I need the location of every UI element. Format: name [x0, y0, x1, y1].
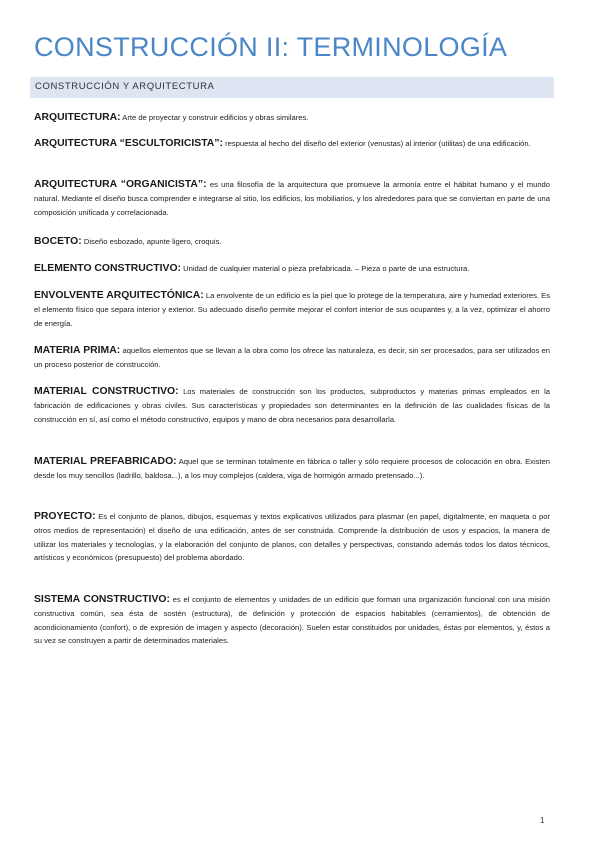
term-entry-boceto [34, 235, 550, 249]
term-definition: Unidad de cualquier material o pieza prefabricada. – Pieza o parte de una estructura. [183, 264, 470, 273]
term-entry-sistema-constructivo [34, 593, 550, 648]
term-entry-arquitectura-escultoricista [34, 137, 550, 151]
term-label: ARQUITECTURA “ESCULTORICISTA”: [34, 138, 223, 149]
term-label: ARQUITECTURA: [34, 112, 121, 123]
term-definition: Arte de proyectar y construir edificios y obras similares. [122, 113, 309, 122]
term-definition: es el conjunto de elementos y unidades de un edificio que forman una organización funcional con una misión constructiva común, sea ésta de sostén (estructura), de definición y protección de espacios habitables (cerramientos), de obtención de acondicionamiento (confort), o de expresión de imagen y aspecto (decoración). Suelen estar constituidos por unidades, éstas por elementos, y, éstos a su vez se construyen a partir de determinados materiales. [34, 595, 550, 646]
term-label: MATERIAL CONSTRUCTIVO: [34, 386, 179, 397]
term-entry-materia-prima [34, 344, 550, 372]
term-label: ELEMENTO CONSTRUCTIVO: [34, 263, 182, 274]
term-definition: Aquel que se terminan totalmente en fábrica o taller y sólo requiere procesos de colocación en obra. Existen desde los muy sencillos (ladrillo, baldosa...), a los muy complejos (caldera, viga de hormigón armado pretensado...). [34, 457, 550, 480]
term-entry-material-prefabricado [34, 455, 550, 483]
term-definition: es una filosofía de la arquitectura que promueve la armonía entre el hábitat humano y el mundo natural. Mediante el diseño busca comprender e integrarse al sitio, los edificios, los mobiliarios, y los alrededores para que se conviertan en parte de una composición unificada y correlacionada. [34, 180, 550, 217]
term-label: SISTEMA CONSTRUCTIVO: [34, 594, 170, 605]
term-label: ARQUITECTURA “ORGANICISTA”: [34, 179, 207, 190]
term-label: PROYECTO: [34, 511, 96, 522]
term-definition: Diseño esbozado, apunte ligero, croquis. [83, 237, 222, 246]
term-definition: Es el conjunto de planos, dibujos, esquemas y textos explicativos utilizados para plasmar (en papel, digitalmente, en maqueta o por otros medios de representación) el diseño de una edificación, antes de ser construida. Comprende la distribución de usos y espacios, la manera de utilizar los materiales y tecnologías, y la elaboración del conjunto de planos, con detalles y perspectivas, constando además todos los datos técnicos, artísticos y económicos (presupuesto) del problema abordado. [34, 512, 550, 563]
term-label: MATERIAL PREFABRICADO: [34, 456, 177, 467]
term-entry-arquitectura [34, 111, 550, 125]
term-entry-arquitectura-organicista [34, 178, 550, 219]
term-label: MATERIA PRIMA: [34, 345, 121, 356]
term-entry-proyecto [34, 510, 550, 565]
term-entry-elemento-constructivo [34, 262, 550, 276]
page-title: CONSTRUCCIÓN II: TERMINOLOGÍA [34, 32, 508, 62]
section-heading: CONSTRUCCIÓN Y ARQUITECTURA [35, 81, 215, 92]
term-entry-material-constructivo [34, 385, 550, 426]
page-number: 1 [540, 816, 545, 825]
term-label: ENVOLVENTE ARQUITECTÓNICA: [34, 290, 204, 301]
term-definition: aquellos elementos que se llevan a la obra como los ofrece las naturaleza, es decir, sin ser procesados, para ser utilizados en un proceso posterior de construcción. [34, 346, 550, 369]
term-definition: respuesta al hecho del diseño del exterior (venustas) al interior (utilitas) de una edificación. [225, 139, 531, 148]
term-entry-envolvente-arquitectonica [34, 289, 550, 330]
section-heading-bar [30, 77, 554, 98]
term-label: BOCETO: [34, 236, 82, 247]
term-definition: Los materiales de construcción son los productos, subproductos y materias primas empleados en la fabricación de edificaciones y obras civiles. Sus características y propiedades son determinantes en la definición de las cualidades físicas de la construcción en sí, así como el método constructivo, equipos y mano de obra necesarios para desarrollarla. [34, 387, 550, 424]
term-definition: La envolvente de un edificio es la piel que lo protege de la temperatura, aire y humedad exteriores. Es el elemento físico que separa interior y exterior. Su adecuado diseño permite mejorar el confort interior de sus ocupantes y, a la vez, optimizar el ahorro de energía. [34, 291, 550, 328]
